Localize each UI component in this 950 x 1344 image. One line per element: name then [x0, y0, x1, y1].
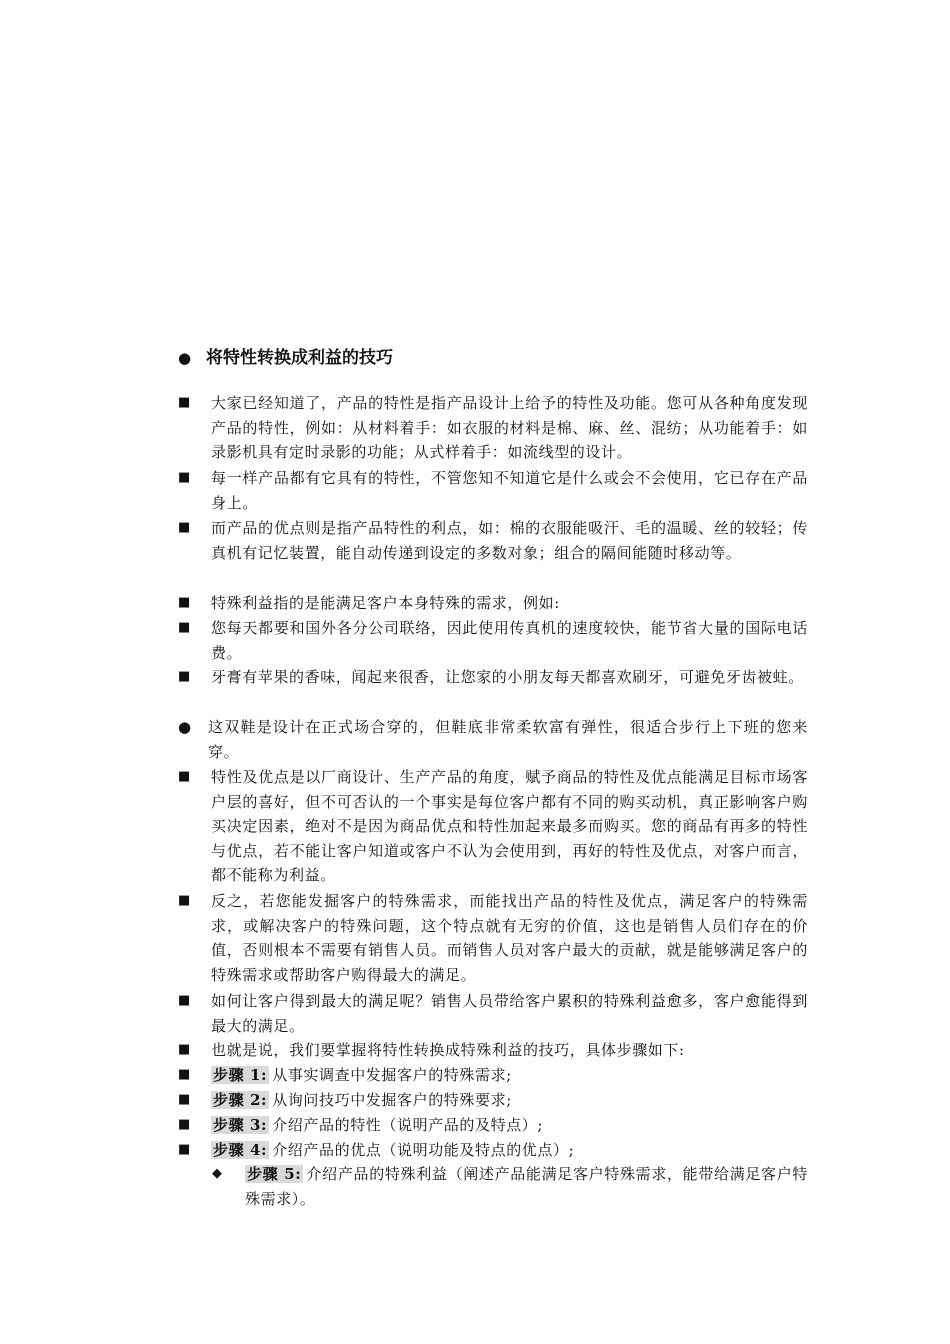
step-label: 步骤 1: [213, 1066, 268, 1084]
square-bullet-icon: ■ [178, 769, 191, 784]
square-bullet-icon: ■ [178, 595, 191, 610]
list-item [178, 616, 808, 665]
list-item [178, 715, 808, 764]
step-text: 从事实调查中发掘客户的特殊需求; [272, 1066, 512, 1084]
square-bullet-icon: ■ [178, 1067, 191, 1082]
list-item-text: 反之，若您能发掘客户的特殊需求，而能找出产品的特性及优点，满足客户的特殊需求，或解决客户的特殊问题，这个特点就有无穷的价值，这也是销售人员们存在的价值，否则根本不需要有销售人员。而销售人员对客户最大的贡献，就是能够满足客户的特殊需求或帮助客户购得最大的满足。 [211, 892, 808, 984]
square-bullet-icon: ■ [178, 993, 191, 1008]
list-item-text: 特性及优点是以厂商设计、生产产品的角度，赋予商品的特性及优点能满足目标市场客户层的喜好，但不可否认的一个事实是每位客户都有不同的购买动机，真正影响客户购买决定因素，绝对不是因为商品优点和特性加起来最多而购买。您的商品有再多的特性与优点，若不能让客户知道或客户不认为会使用到，再好的特性及优点，对客户而言，都不能称为利益。 [211, 768, 808, 884]
square-bullet-icon: ■ [178, 1142, 191, 1157]
step-text: 介绍产品的优点（说明功能及特点的优点）; [272, 1141, 575, 1159]
list-item-text: 而产品的优点则是指产品特性的利点，如：棉的衣服能吸汗、毛的温暖、丝的较轻；传真机有记忆装置，能自动传递到设定的多数对象；组合的隔间能随时移动等。 [211, 519, 808, 562]
list-item-text: 每一样产品都有它具有的特性，不管您知不知道它是什么或会不会使用，它已存在产品身上。 [211, 469, 808, 512]
list-item [178, 591, 808, 616]
list-item [178, 665, 808, 690]
square-bullet-icon: ■ [178, 1042, 191, 1057]
square-bullet-icon: ■ [178, 1092, 191, 1107]
square-bullet-icon: ■ [178, 669, 191, 684]
list-item [178, 989, 808, 1038]
list-item [178, 1038, 808, 1063]
step-item [178, 1063, 808, 1088]
list-item [178, 889, 808, 987]
step-item [178, 1088, 808, 1113]
square-bullet-icon: ■ [178, 620, 191, 635]
list-item-text: 特殊利益指的是能满足客户本身特殊的需求，例如: [211, 594, 560, 612]
list-item [178, 765, 808, 888]
list-item [178, 516, 808, 565]
square-bullet-icon: ■ [178, 893, 191, 908]
diamond-bullet-icon: ◆ [212, 1166, 222, 1181]
step-text: 介绍产品的特性（说明产品的及特点）; [272, 1116, 544, 1134]
list-item [178, 391, 808, 465]
list-item-text: 也就是说，我们要掌握将特性转换成特殊利益的技巧，具体步骤如下: [211, 1041, 685, 1059]
step-label: 步骤 2: [213, 1091, 268, 1109]
step-label: 步骤 4: [213, 1141, 268, 1159]
list-item-text: 这双鞋是设计在正式场合穿的，但鞋底非常柔软富有弹性，很适合步行上下班的您来穿。 [208, 718, 808, 761]
step-label: 步骤 5: [247, 1165, 302, 1183]
step-item [178, 1138, 808, 1163]
list-item-text: 牙膏有苹果的香味，闻起来很香，让您家的小朋友每天都喜欢刷牙，可避免牙齿被蛀。 [211, 668, 804, 686]
step-text: 从询问技巧中发掘客户的特殊要求; [272, 1091, 512, 1109]
square-bullet-icon: ■ [178, 1117, 191, 1132]
list-item-text: 您每天都要和国外各分公司联络，因此使用传真机的速度较快，能节省大量的国际电话费。 [211, 619, 808, 662]
heading-title: 将特性转换成利益的技巧 [206, 348, 393, 368]
square-bullet-icon: ■ [178, 470, 191, 485]
heading-bullet: ● [178, 349, 192, 367]
step-item [212, 1162, 808, 1211]
list-item [178, 466, 808, 515]
step-text: 介绍产品的特殊利益（阐述产品能满足客户特殊需求，能带给满足客户特殊需求）。 [245, 1165, 808, 1208]
step-label: 步骤 3: [213, 1116, 268, 1134]
square-bullet-icon: ■ [178, 520, 191, 535]
list-item-text: 大家已经知道了，产品的特性是指产品设计上给予的特性及功能。您可从各种角度发现产品的特性，例如：从材料着手：如衣服的材料是棉、麻、丝、混纺；从功能着手：如录影机具有定时录影的功能；从式样着手：如流线型的设计。 [211, 394, 808, 461]
section-heading [178, 346, 393, 370]
step-item [178, 1113, 808, 1138]
list-item-text: 如何让客户得到最大的满足呢？销售人员带给客户累积的特殊利益愈多，客户愈能得到最大的满足。 [211, 992, 808, 1035]
circle-bullet-icon: ● [178, 718, 192, 736]
square-bullet-icon: ■ [178, 395, 191, 410]
